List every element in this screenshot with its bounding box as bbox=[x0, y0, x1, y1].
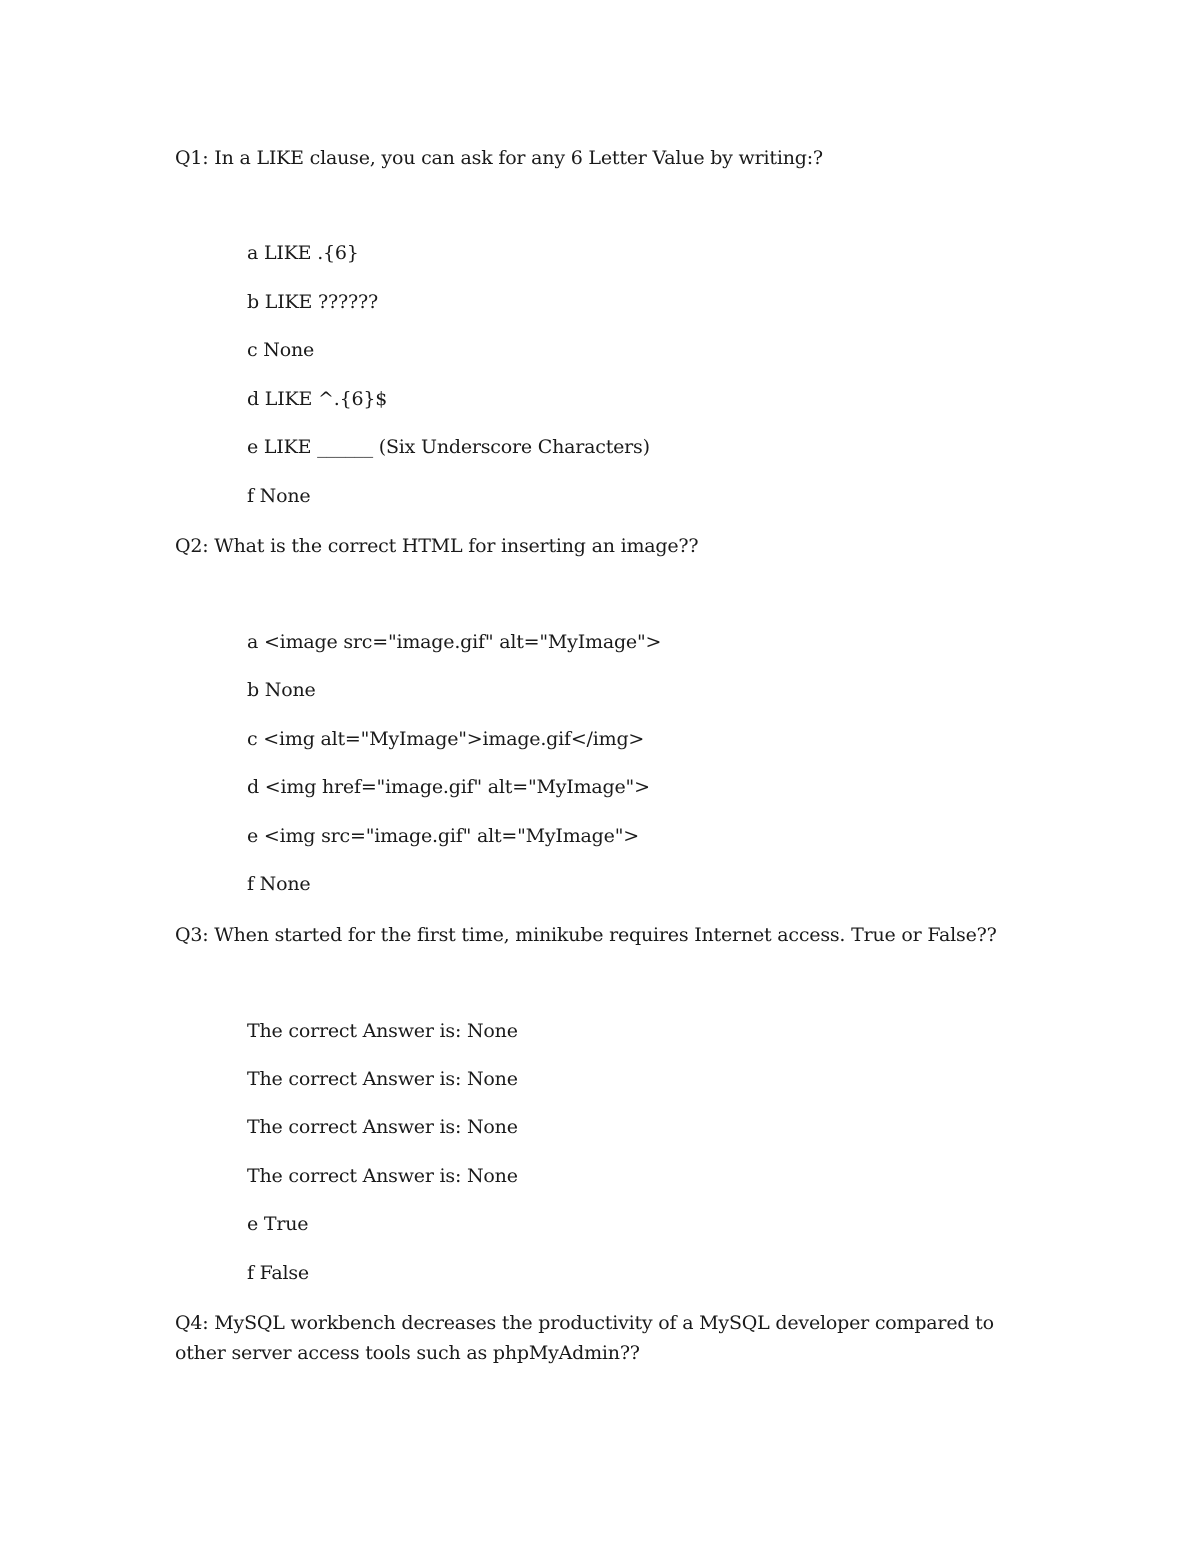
q2-option-c: c <img alt="MyImage">image.gif</img> bbox=[247, 728, 645, 750]
q1-option-c: c None bbox=[247, 339, 315, 361]
q3-option-2: The correct Answer is: None bbox=[247, 1068, 518, 1090]
q2-option-d: d <img href="image.gif" alt="MyImage"> bbox=[247, 776, 650, 798]
q1-option-f: f None bbox=[247, 485, 311, 507]
question-1: Q1: In a LIKE clause, you can ask for any 6 Letter Value by writing:? bbox=[175, 147, 823, 169]
question-2: Q2: What is the correct HTML for inserting an image?? bbox=[175, 535, 699, 557]
q3-option-3: The correct Answer is: None bbox=[247, 1116, 518, 1138]
question-4: Q4: MySQL workbench decreases the productivity of a MySQL developer compared to other server access tools such as phpMyAdmin?? bbox=[175, 1312, 1000, 1364]
q2-option-e: e <img src="image.gif" alt="MyImage"> bbox=[247, 825, 639, 847]
q2-option-a: a <image src="image.gif" alt="MyImage"> bbox=[247, 631, 662, 653]
question-3: Q3: When started for the first time, minikube requires Internet access. True or False?? bbox=[175, 924, 997, 946]
q3-option-4: The correct Answer is: None bbox=[247, 1165, 518, 1187]
q2-option-f: f None bbox=[247, 873, 311, 895]
q1-option-d: d LIKE ^.{6}$ bbox=[247, 388, 388, 410]
q3-option-e: e True bbox=[247, 1213, 309, 1235]
q2-option-b: b None bbox=[247, 679, 316, 701]
q1-option-b: b LIKE ?????? bbox=[247, 291, 378, 313]
q1-option-a: a LIKE .{6} bbox=[247, 242, 359, 264]
q1-option-e: e LIKE ______ (Six Underscore Characters) bbox=[247, 436, 650, 458]
q3-option-1: The correct Answer is: None bbox=[247, 1020, 518, 1042]
q3-option-f: f False bbox=[247, 1262, 309, 1284]
